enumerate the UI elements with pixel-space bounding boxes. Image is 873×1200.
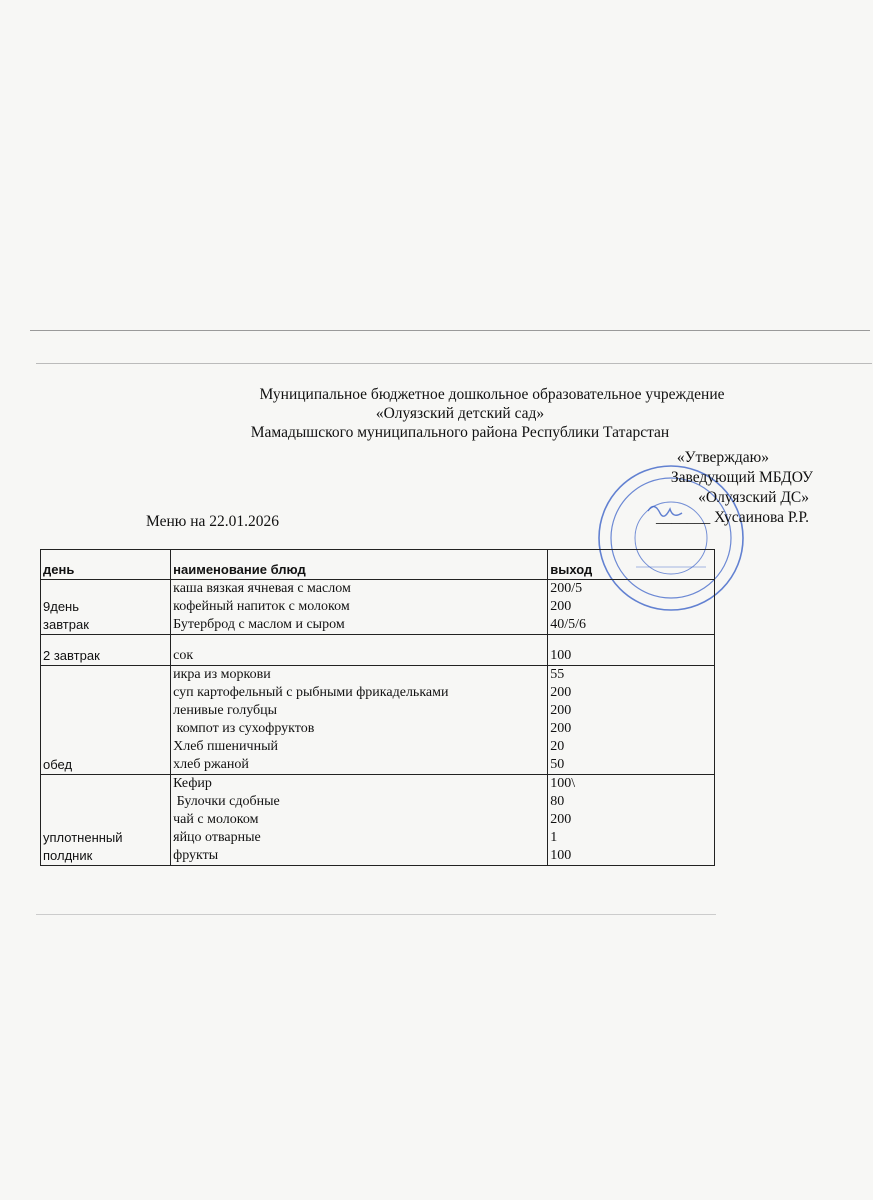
scan-edge-top — [30, 330, 870, 331]
approval-signature: _______ Хусаинова Р.Р. — [656, 509, 809, 526]
table-row — [41, 635, 715, 666]
org-name-line1: Муниципальное бюджетное дошкольное образовательное учреждение — [259, 386, 725, 403]
header-output: выход — [548, 550, 715, 580]
approval-institution: «Олуязский ДС» — [698, 489, 809, 506]
menu-table — [40, 549, 715, 866]
dishes-cell: Кефир Булочки сдобные чай с молоком яйцо отварные фрукты — [171, 775, 548, 866]
output-cell: 200/5 200 40/5/6 — [548, 580, 715, 635]
header-dishes: наименование блюд — [171, 550, 548, 580]
scan-edge-bottom — [36, 914, 716, 915]
meal-cell: уплотненный полдник — [41, 775, 171, 866]
approval-title: «Утверждаю» — [676, 449, 769, 466]
output-cell: 55 200 200 200 20 50 — [548, 666, 715, 775]
output-cell: 100 — [548, 635, 715, 666]
org-name-line2: «Олуязский детский сад» — [375, 405, 545, 422]
table-row — [41, 775, 715, 866]
table-row — [41, 580, 715, 635]
meal-cell: обед — [41, 666, 171, 775]
table-row — [41, 666, 715, 775]
table-header-row — [41, 550, 715, 580]
output-cell: 100\ 80 200 1 100 — [548, 775, 715, 866]
org-name-line3: Мамадышского муниципального района Республики Татарстан — [250, 424, 670, 441]
meal-cell: 2 завтрак — [41, 635, 171, 666]
dishes-cell: сок — [171, 635, 548, 666]
header-day: день — [41, 550, 171, 580]
scan-edge-mid — [36, 363, 872, 364]
dishes-cell: икра из моркови суп картофельный с рыбными фрикадельками ленивые голубцы компот из сухофруктов Хлеб пшеничный хлеб ржаной — [171, 666, 548, 775]
approval-position: Заведующий МБДОУ — [670, 469, 813, 486]
menu-title: Меню на 22.01.2026 — [146, 513, 280, 530]
meal-cell: 9день завтрак — [41, 580, 171, 635]
dishes-cell: каша вязкая ячневая с маслом кофейный напиток с молоком Бутерброд с маслом и сыром — [171, 580, 548, 635]
